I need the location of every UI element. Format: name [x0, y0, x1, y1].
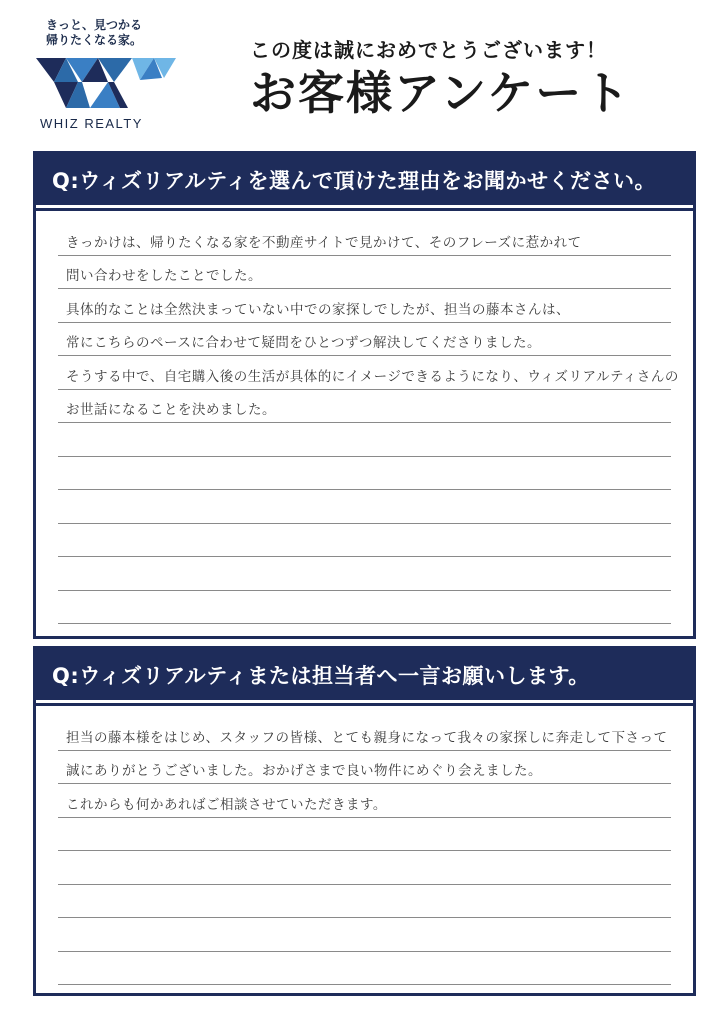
answer-text: これからも何かあればご相談させていただきます。 [66, 796, 387, 813]
answer-line [58, 885, 671, 919]
question2-label: Q:ウィズリアルティまたは担当者へ一言お願いします。 [52, 663, 590, 688]
logo-name: WHIZ REALTY [40, 116, 143, 131]
page-title: お客様アンケート [250, 66, 632, 120]
question1-label: Q:ウィズリアルティを選んで頂けた理由をお聞かせください。 [52, 168, 656, 193]
whiz-realty-logo-icon [36, 58, 176, 114]
answer-line [58, 457, 671, 491]
answer-text: きっかけは、帰りたくなる家を不動産サイトで見かけて、そのフレーズに惹かれて [66, 234, 582, 251]
answer-line [58, 222, 671, 256]
question1-bar [36, 154, 693, 208]
answer-text: 常にこちらのペースに合わせて疑問をひとつずつ解決してくださりました。 [66, 335, 542, 351]
question2-answer-area [58, 717, 671, 985]
answer-line [58, 591, 671, 625]
answer-line [58, 423, 671, 457]
answer-line [58, 717, 671, 751]
answer-text: お世話になることを決めました。 [66, 402, 276, 418]
answer-line [58, 524, 671, 558]
answer-line [58, 256, 671, 290]
question1-box [33, 151, 696, 639]
logo [28, 18, 188, 131]
answer-text: 具体的なことは全然決まっていない中での家探しでしたが、担当の藤本さんは、 [66, 301, 570, 318]
answer-line [58, 818, 671, 852]
answer-text: 問い合わせをしたことでした。 [66, 268, 262, 284]
question1-answer-area [58, 222, 679, 624]
answer-line [58, 751, 671, 785]
answer-text: 担当の藤本様をはじめ、スタッフの皆様、とても親身になって我々の家探しに奔走して下さって [66, 729, 668, 746]
answer-line [58, 323, 671, 357]
answer-line [58, 952, 671, 986]
header [250, 34, 720, 121]
answer-line [58, 557, 671, 591]
answer-text: そうする中で、自宅購入後の生活が具体的にイメージできるようになり、ウィズリアルティさんの [66, 368, 679, 385]
answer-line [58, 851, 671, 885]
answer-line [58, 289, 671, 323]
answer-line [58, 390, 671, 424]
answer-text: 誠にありがとうございました。おかげさまで良い物件にめぐり会えました。 [66, 763, 542, 779]
answer-line [58, 784, 671, 818]
logo-tagline [46, 18, 188, 48]
question2-box [33, 646, 696, 996]
question2-bar [36, 649, 693, 703]
logo-tagline-line1: きっと、見つかる [46, 18, 143, 32]
answer-line [58, 356, 679, 390]
answer-line [58, 490, 671, 524]
header-subtitle: この度は誠におめでとうございます！ [250, 38, 607, 62]
answer-line [58, 918, 671, 952]
logo-tagline-line2: 帰りたくなる家。 [46, 33, 143, 47]
